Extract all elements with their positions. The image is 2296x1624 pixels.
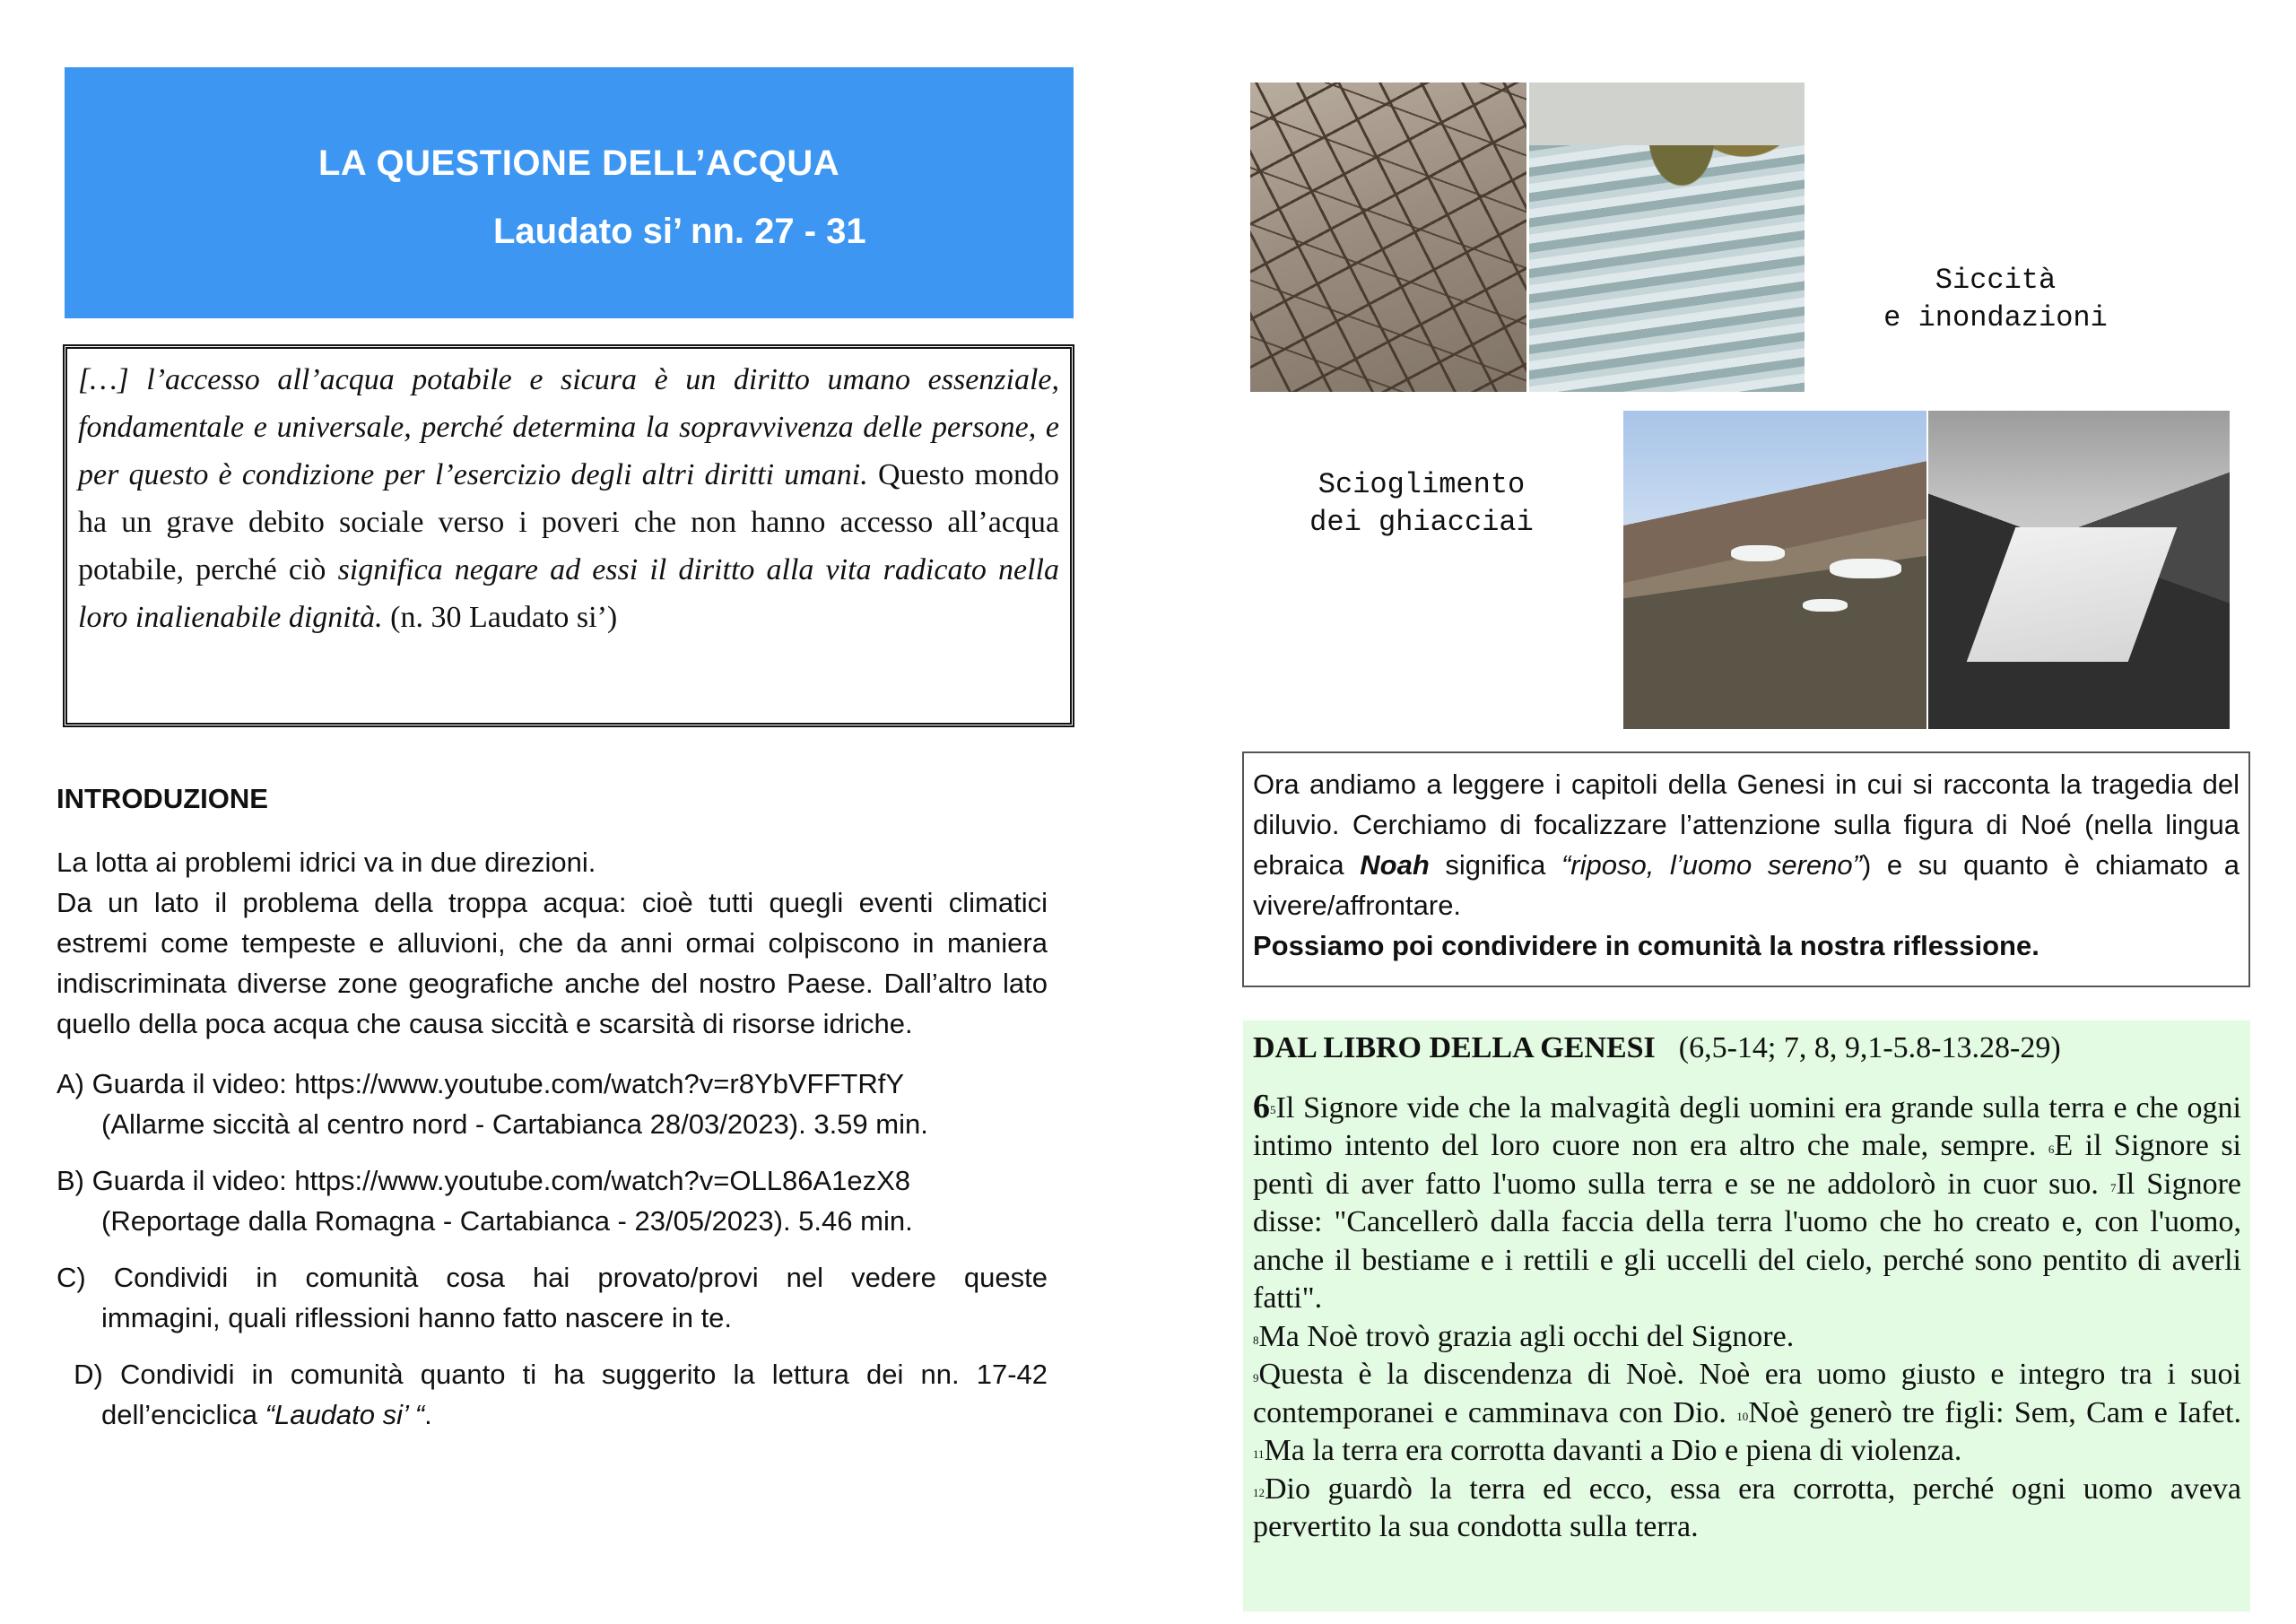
verse-text: Il Signore disse: "Cancellerò dalla faccia della terra l'uomo che ho creato e, con l'uomo, anche il bestiame e i rettili e gli uccelli del cielo, perché sono pentito di averli fatti". <box>1253 1167 2241 1315</box>
verse-number: 8 <box>1253 1333 1259 1347</box>
list-item-line <box>57 1394 1048 1435</box>
genesis-verses-9-11 <box>1253 1356 2241 1471</box>
caption-glaciers: Scioglimento dei ghiacciai <box>1309 468 1534 539</box>
reading-closing: Possiamo poi condividere in comunità la nostra riflessione. <box>1253 930 2039 961</box>
title-banner <box>65 67 1074 318</box>
list-item-b <box>57 1160 1048 1241</box>
flood-river-image <box>1529 83 1805 392</box>
noah-word: Noah <box>1360 849 1430 881</box>
verse-number: 6 <box>2048 1142 2055 1156</box>
reading-text: significa <box>1429 849 1561 881</box>
quote-normal: Questo mondo ha un grave debito sociale verso i poveri che non hanno accesso all’acqua potabile, perché ciò <box>78 458 1059 586</box>
list-item-d <box>57 1354 1048 1435</box>
introduction-lead: La lotta ai problemi idrici va in due direzioni. <box>57 847 596 878</box>
genesis-verse-8 <box>1253 1318 2241 1357</box>
verse-text: Il Signore vide che la malvagità degli uomini era grande sulla terra e che ogni intimo intento del loro cuore non era altro che male, sempre. <box>1253 1090 2241 1162</box>
list-item-line: immagini, quali riflessioni hanno fatto nascere in te. <box>101 1302 733 1333</box>
list-item-line: C) Condividi in comunità cosa hai provato/provi nel vedere queste <box>57 1262 1048 1293</box>
verse-number: 9 <box>1253 1371 1259 1385</box>
noah-meaning: “riposo, l’uomo sereno” <box>1561 849 1862 881</box>
introduction-section <box>57 778 1048 1435</box>
verse-number: 12 <box>1253 1485 1265 1499</box>
drought-cracked-earth-image <box>1250 83 1526 392</box>
reading-intro-text <box>1253 764 2239 925</box>
page-subtitle: Laudato si’ nn. 27 - 31 <box>493 212 866 251</box>
list-item-line: B) Guarda il video: https://www.youtube.com/watch?v=OLL86A1ezX8 <box>57 1165 911 1196</box>
encyclical-label: dell’enciclica <box>101 1399 265 1430</box>
introduction-paragraph: Da un lato il problema della troppa acqua: cioè tutti quegli eventi climatici estremi come tempeste e alluvioni, che da anni ormai colpiscono in maniera indiscriminata diverse zone geografiche anche del nostro Paese. Dall’altro lato quello della poca acqua che causa siccità e scarsità di risorse idriche. <box>57 887 1048 1039</box>
list-item-line: A) Guarda il video: https://www.youtube.com/watch?v=r8YbVFFTRfY <box>57 1068 905 1099</box>
verse-number: 7 <box>2109 1180 2117 1194</box>
quote-text <box>78 356 1059 641</box>
verse-text: Ma Noè trovò grazia agli occhi del Signore. <box>1258 1319 1795 1353</box>
reading-text: Ora andiamo a leggere i capitoli della Genesi in cui si racconta la tragedia del diluvio. Cerchiamo di focalizzare l’attenzione sulla figura di Noé (nella lingua ebraica <box>1253 769 2239 881</box>
punctuation: . <box>424 1399 432 1430</box>
reading-intro-box <box>1242 751 2250 987</box>
genesis-verse-12 <box>1253 1471 2241 1547</box>
chapter-number: 6 <box>1253 1087 1270 1125</box>
verse-number: 5 <box>1270 1102 1276 1116</box>
verse-text: Noè generò tre figli: Sem, Cam e Iafet. <box>1748 1395 2241 1429</box>
introduction-heading: INTRODUZIONE <box>57 783 268 814</box>
list-item-c <box>57 1257 1048 1338</box>
genesis-title: DAL LIBRO DELLA GENESI <box>1253 1031 1656 1064</box>
encyclical-title: “Laudato si’ “ <box>265 1399 425 1430</box>
quote-italic: […] l’accesso all’acqua potabile e sicura è un diritto umano essenziale, fondamentale e universale, perché determina la sopravvivenza delle persone, e per questo è condizione per l’esercizio degli altri diritti umani. <box>78 363 1059 491</box>
quote-source: (n. 30 Laudato si’) <box>382 601 618 634</box>
quote-italic-2: significa negare ad essi il diritto alla vita radicato nella loro inalienabile dignità. <box>78 553 1059 634</box>
verse-text: Ma la terra era corrotta davanti a Dio e piena di violenza. <box>1264 1434 1962 1467</box>
quote-box <box>63 344 1074 727</box>
caption-drought-flood: Siccità e inondazioni <box>1883 264 2108 334</box>
glacier-historic-image <box>1928 411 2230 729</box>
reading-text: ) e su quanto è chiamato a vivere/affrontare. <box>1253 849 2239 921</box>
genesis-verses-5-7 <box>1253 1088 2241 1318</box>
genesis-passage <box>1243 1020 2250 1611</box>
list-item-line: (Allarme siccità al centro nord - Cartabianca 28/03/2023). 3.59 min. <box>101 1108 928 1140</box>
genesis-heading <box>1253 1029 2241 1068</box>
list-item-line: (Reportage dalla Romagna - Cartabianca - 23/05/2023). 5.46 min. <box>101 1205 913 1237</box>
list-item-a <box>57 1064 1048 1144</box>
page-title: LA QUESTIONE DELL’ACQUA <box>318 143 840 183</box>
list-item-line: D) Condividi in comunità quanto ti ha suggerito la lettura dei nn. 17-42 <box>57 1359 1048 1390</box>
verse-text: Dio guardò la terra ed ecco, essa era corrotta, perché ogni uomo aveva pervertito la sua condotta sulla terra. <box>1253 1472 2241 1543</box>
verse-number: 10 <box>1736 1409 1749 1423</box>
glacier-recent-image <box>1623 411 1926 729</box>
verse-number: 11 <box>1253 1447 1265 1461</box>
genesis-reference: (6,5-14; 7, 8, 9,1-5.8-13.28-29) <box>1678 1031 2061 1064</box>
verse-text: Questa è la discendenza di Noè. Noè era uomo giusto e integro tra i suoi contemporanei e camminava con Dio. <box>1253 1358 2241 1429</box>
verse-text: E il Signore si pentì di aver fatto l'uomo sulla terra e se ne addolorò in cuor suo. <box>1253 1129 2241 1201</box>
